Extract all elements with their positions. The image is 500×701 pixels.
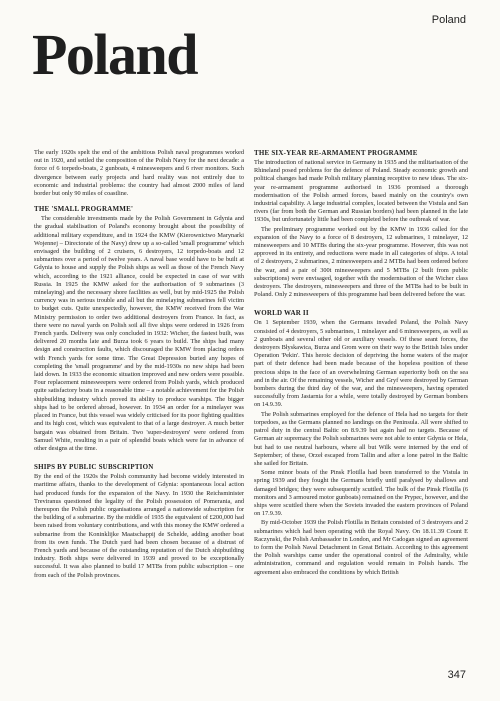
section-heading-world-war-ii: WORLD WAR II [254, 309, 309, 318]
section-heading-public-subscription: SHIPS BY PUBLIC SUBSCRIPTION [34, 463, 154, 472]
section-heading-six-year-programme: THE SIX-YEAR RE-ARMAMENT PROGRAMME [254, 149, 418, 157]
small-programme-paragraph: The considerable investments made by the Polish Government in Gdynia and the gradual stabilisation of Poland's economy brought about the possibility of additional military expenditure, and in 1924 the KMW (Kierownictwo Marynarki Wojennej – Directorate of the Navy) drew up a so-called 'small programme' which envisaged the building of 2 cruisers, 6 destroyers, 12 torpedo-boats and 12 submarines over a period of twelve years. A naval base would have to be built at Gdynia to house and supply the Polish ships as well as those of the French Navy which, according to the 1921 alliance, could be expected in case of war with Russia. In 1925 the KMW asked for the authorisation of 9 submarines (3 minelaying) and the necessary shore facilities as well, but by mid-1925 the Polish currency was in serious trouble and all but the minelaying submarines fell victim to budget cuts. Quite unexpectedly, however, the KMW received from the War Ministry permission to order two additional destroyers from France. In fact, as there were no naval yards on Polish soil all five ships were ordered in 1926 from French yards. Delivery was only concluded in 1932: Wicher, the fastest built, was delivered 20 months late and Burza took 6 years to build. The ships had many design and construction faults, which discouraged the KMW from placing orders with French yards for some time. The Great Depression buried any hopes of completing the 'small programme' and by the mid-1930s no new ships had been laid down. In 1933 the economic situation improved and new orders were possible. Four replacement minesweepers were ordered from Polish yards, which produced quite satisfactory boats in a reasonable time – a notable achievement for the Polish shipbuilding industry which proved its ability to produce warships. The bigger ships had to be ordered abroad, however. In 1934 an order for a minelayer was placed in France, but this vessel was widely criticised for its poor fighting qualities and its high cost, which was equivalent to that of a large destroyer. A much better bargain was obtained from Britain. Two 'super-destroyers' were ordered from Samuel White, resulting in a pair of splendid boats which were far in advance of other designs at the time. [34, 215, 244, 452]
ww2-paragraph-1: On 1 September 1939, when the Germans invaded Poland, the Polish Navy consisted of 4 destroyers, 5 submarines, 1 minelayer and 6 minesweepers, as well as 2 gunboats and several other old or auxiliary vessels. Of these seant forces, the destroyers Błyskawica, Burza and Grom were on their way to the British Isles under Operation 'Pekin'. This heroic decision of depriving the home waters of the major part of their defence had been made because of the hopeless position of these precious ships in the face of an overwhelming German superiority both on the sea and in the air. Of the remaining vessels, Wicher and Gryf were destroyed by German bombers during the third day of the war, and the minesweepers, having operated successfully from Jastarnia for a while, were totally destroyed by German bombers on 14.9.39. [254, 319, 468, 409]
running-head: Poland [431, 14, 466, 26]
six-year-paragraph-1: The introduction of national service in Germany in 1935 and the militarisation of the Rhineland posed problems for the defence of Poland. Steady economic growth and political changes had made Polish military planning receptive to new ideas. The six-year re-armament programme authorised in 1936 promised a thorough modernisation of the Polish armed forces, based mainly on the country's own industrial capability. A large industrial complex, located between the Vistula and San rivers (far from both the German and Russian borders) had been planned in the late 1930s, but unfortunately little had been completed before the outbreak of war. [254, 159, 468, 224]
intro-paragraph: The early 1920s spelt the end of the ambitious Polish naval programmes worked out in 1920, and settled the composition of the Polish Navy for the next decade: a force of 6 torpedo-boats, 2 gunboats, 4 minesweepers and 6 river monitors. Such divergence between early projects and hard reality was not entirely due to economic and industrial problems: the country had almost 2000 miles of land border but only 90 miles of coastline. [34, 149, 244, 198]
left-column [34, 149, 244, 581]
public-subscription-paragraph: By the end of the 1920s the Polish community had become widely interested in maritime affairs, thanks to the development of Gdynia: spontaneous local action had produced funds for the expansion of the Navy. In 1930 the Reichsminister Treviranus questioned the legality of the Polish possession of Pomerania, and thereupon the Polish public organisations arranged a nationwide subscription for the building of a submarine. By the middle of 1935 the equivalent of £200,000 had been raised from voluntary contributions, and with this money the KMW ordered a submarine from the Koninklijke Maatschappij de Schelde, adding another boat from its own funds. The Dutch yard had been chosen because of a distrust of French yards and because of the outstanding reputation of the Dutch shipbuilding industry. Both ships were delivered in 1939 and proved to be exceptionally successful. It was also planned to build 17 MTBs from public subscription – one from each of the Polish provinces. [34, 473, 244, 579]
ww2-paragraph-4: By mid-October 1939 the Polish Flotilla in Britain consisted of 3 destroyers and 2 submarines which had been operating with the Royal Navy. On 18.11.39 Count E Raczynski, the Polish Ambassador in London, and Mr Cadogan signed an agreement to form the Polish Naval Detachment in Great Britain. According to this agreement the Polish warships came under the operational control of the Admiralty, while administration, command and regulation would remain in Polish hands. The agreement also embraced the conditions by which British [254, 519, 468, 576]
page-number: 347 [447, 669, 466, 681]
section-heading-small-programme: THE 'SMALL PROGRAMME' [34, 205, 134, 214]
ww2-paragraph-3: Some minor boats of the Pinsk Flotilla had been transferred to the Vistula in spring 1939 and they fought the Germans briefly until paralysed by shallows and damaged bridges; they were subsequently scuttled. The bulk of the Pinsk Flotilla (6 monitors and 3 armoured motor gunboats) remained on the Prypec, however, and the ships were scuttled there when the Soviets invaded the eastern provinces of Poland on 17.9.39. [254, 469, 468, 518]
ww2-paragraph-2: The Polish submarines employed for the defence of Hela had no targets for their torpedoes, as the Germans planned no landings on the Peninsula. All were shifted to patrol duty in the central Baltic on 8.9.39 but again had no targets. Because of German air supremacy the Polish submarines were not able to enter Gdynia or Hela, but had to use neutral harbours, where all but Wilk were interned by the end of September; of these, Orzeł escaped from Tallin and after a lone patrol in the Baltic she sailed for Britain. [254, 410, 468, 467]
page-title: Poland [32, 22, 198, 87]
six-year-paragraph-2: The preliminary programme worked out by the KMW in 1936 called for the expansion of the Navy to a force of 8 destroyers, 12 submarines, 1 minelayer, 12 minesweepers and 10 MTBs during the six-year programme. However, this was not approved in its entirety, and reductions were made in all categories of ships. A total of 2 destroyers, 2 submarines, 2 minesweepers and 2 MTBs had been ordered before the war, and a pair of 300t minesweepers and 5 MTBs (2 built from public subscriptions) were envisaged, together with the modernisation of the Wicher class destroyers. The destroyers, minesweepers and three of the MTBs had to be built in Poland. Only 2 minesweepers of this programme had been delivered before the war. [254, 225, 468, 299]
right-column [254, 149, 468, 578]
